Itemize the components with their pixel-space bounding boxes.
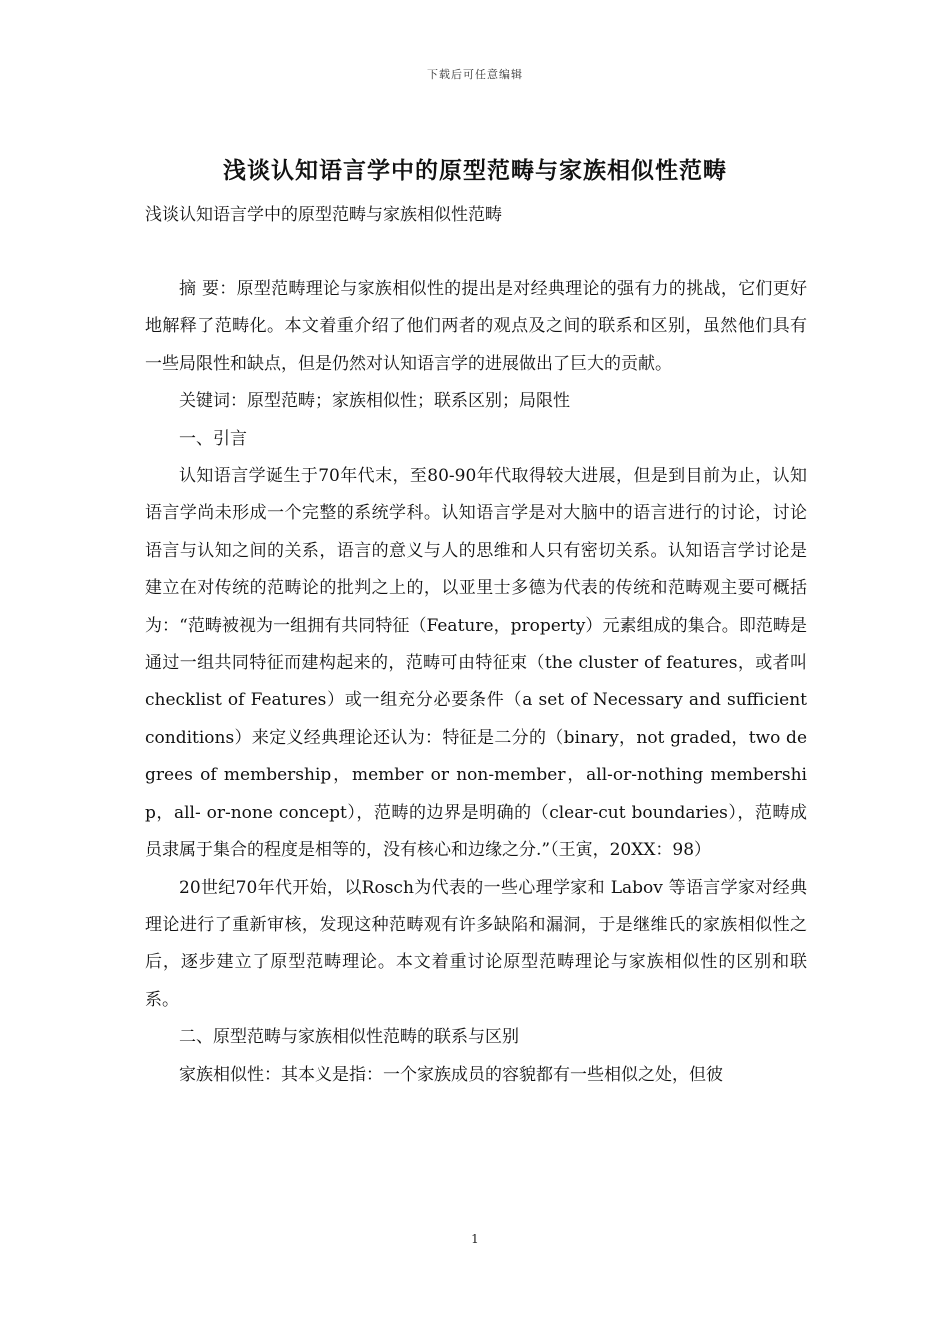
body-paragraph: 认知语言学诞生于70年代末，至80-90年代取得较大进展，但是到目前为止，认知语言学尚未形成一个完整的系统学科。认知语言学是对大脑中的语言进行的讨论，讨论语言与认知之间的关系，语言的意义与人的思维和人只有密切关系。认知语言学讨论是建立在对传统的范畴论的批判之上的，以亚里士多德为代表的传统和范畴观主要可概括为：“范畴被视为一组拥有共同特征（Feature，property）元素组成的集合。即范畴是通过一组共同特征而建构起来的，范畴可由特征束（the cluster of features，或者叫 checklist of Features）或一组充分必要条件（a set of Necessary and sufficient conditions）来定义经典理论还认为：特征是二分的（binary，not graded，two degrees of membership，member or non-member，all-or-nothing membership，all- or-none concept），范畴的边界是明确的（clear-cut boundaries），范畴成员隶属于集合的程度是相等的，没有核心和边缘之分.”（王寅，20XX：98） [145,466,807,861]
page-number: 1 [471,1232,479,1246]
document-subtitle: 浅谈认知语言学中的原型范畴与家族相似性范畴 [145,205,502,225]
abstract-paragraph: 摘 要：原型范畴理论与家族相似性的提出是对经典理论的强有力的挑战，它们更好地解释了范畴化。本文着重介绍了他们两者的观点及之间的联系和区别，虽然他们具有一些局限性和缺点，但是仍然对认知语言学的进展做出了巨大的贡献。 [145,279,807,374]
document-title: 浅谈认知语言学中的原型范畴与家族相似性范畴 [223,157,727,184]
section-heading-comparison: 二、原型范畴与家族相似性范畴的联系与区别 [179,1027,519,1048]
body-paragraph: 家族相似性：其本义是指：一个家族成员的容貌都有一些相似之处，但彼 [179,1064,723,1085]
body-paragraph: 20世纪70年代开始，以Rosch为代表的一些心理学家和 Labov 等语言学家对经典理论进行了重新审核，发现这种范畴观有许多缺陷和漏洞，于是继维氏的家族相似性之后，逐步建立了原型范畴理论。本文着重讨论原型范畴理论与家族相似性的区别和联系。 [145,877,807,1010]
keywords-paragraph: 关键词：原型范畴；家族相似性；联系区别；局限性 [179,391,570,412]
header-note: 下载后可任意编辑 [427,68,523,81]
section-heading-introduction: 一、引言 [179,428,247,449]
document-body [145,271,807,1094]
